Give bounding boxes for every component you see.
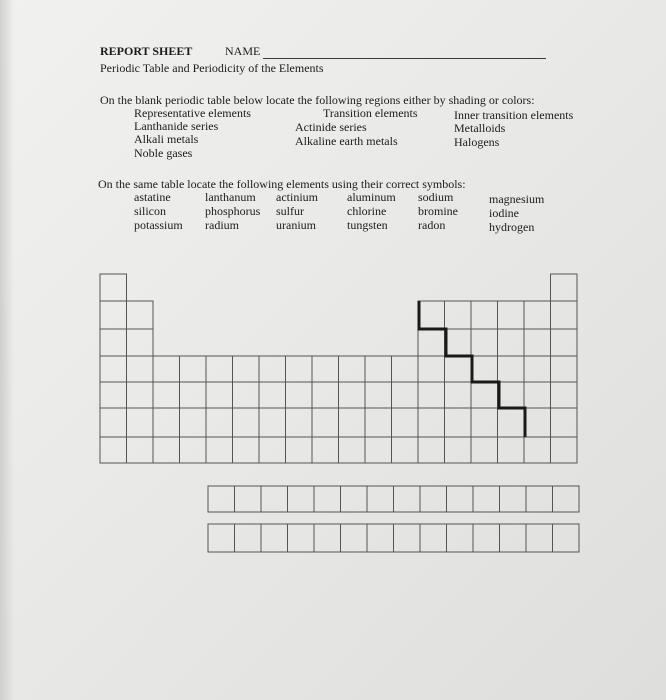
element-item: aluminum xyxy=(347,190,396,204)
element-cell[interactable] xyxy=(180,356,207,382)
element-cell[interactable] xyxy=(471,301,498,329)
inner-transition-cell[interactable] xyxy=(420,524,447,552)
element-cell[interactable] xyxy=(153,382,180,408)
element-cell[interactable] xyxy=(445,408,472,437)
element-cell[interactable] xyxy=(100,329,127,356)
element-cell[interactable] xyxy=(206,437,233,463)
region-item: Metalloids xyxy=(454,121,506,135)
element-cell[interactable] xyxy=(498,437,525,463)
element-cell[interactable] xyxy=(418,408,445,437)
element-item: lanthanum xyxy=(205,190,256,204)
element-cell[interactable] xyxy=(127,437,154,463)
element-cell[interactable] xyxy=(153,437,180,463)
element-cell[interactable] xyxy=(127,329,154,356)
region-item: Alkali metals xyxy=(134,132,199,146)
element-item: actinium xyxy=(276,190,318,204)
element-cell[interactable] xyxy=(339,382,366,408)
element-cell[interactable] xyxy=(392,382,419,408)
element-cell[interactable] xyxy=(551,329,578,356)
inner-transition-cell[interactable] xyxy=(235,486,262,512)
inner-transition-cell[interactable] xyxy=(261,486,288,512)
element-cell[interactable] xyxy=(392,437,419,463)
region-item: Transition elements xyxy=(323,106,418,120)
element-item: bromine xyxy=(418,204,458,218)
element-cell[interactable] xyxy=(127,382,154,408)
periodic-table-grid xyxy=(100,274,577,463)
element-cell[interactable] xyxy=(445,301,472,329)
element-cell[interactable] xyxy=(392,408,419,437)
element-cell[interactable] xyxy=(286,356,313,382)
inner-transition-cell[interactable] xyxy=(473,486,500,512)
inner-transition-cell[interactable] xyxy=(341,486,368,512)
element-cell[interactable] xyxy=(312,437,339,463)
element-cell[interactable] xyxy=(100,301,127,329)
element-cell[interactable] xyxy=(551,382,578,408)
inner-transition-cell[interactable] xyxy=(473,524,500,552)
element-cell[interactable] xyxy=(127,408,154,437)
inner-transition-cell[interactable] xyxy=(314,486,341,512)
element-cell[interactable] xyxy=(524,408,551,437)
element-cell[interactable] xyxy=(524,437,551,463)
inner-transition-cell[interactable] xyxy=(288,486,315,512)
element-cell[interactable] xyxy=(498,382,525,408)
inner-transition-cell[interactable] xyxy=(288,524,315,552)
element-cell[interactable] xyxy=(312,356,339,382)
element-cell[interactable] xyxy=(233,382,260,408)
element-cell[interactable] xyxy=(471,382,498,408)
element-cell[interactable] xyxy=(498,408,525,437)
element-cell[interactable] xyxy=(339,356,366,382)
element-cell[interactable] xyxy=(233,408,260,437)
element-cell[interactable] xyxy=(445,356,472,382)
inner-transition-cell[interactable] xyxy=(500,486,527,512)
element-cell[interactable] xyxy=(524,329,551,356)
element-cell[interactable] xyxy=(100,408,127,437)
element-item: silicon xyxy=(134,204,166,218)
element-cell[interactable] xyxy=(286,408,313,437)
element-cell[interactable] xyxy=(418,437,445,463)
element-cell[interactable] xyxy=(551,408,578,437)
element-item: radium xyxy=(205,218,239,232)
element-cell[interactable] xyxy=(418,301,445,329)
element-cell[interactable] xyxy=(153,408,180,437)
element-cell[interactable] xyxy=(445,382,472,408)
element-item: sodium xyxy=(418,190,454,204)
element-cell[interactable] xyxy=(365,408,392,437)
element-cell[interactable] xyxy=(524,356,551,382)
element-cell[interactable] xyxy=(286,437,313,463)
element-cell[interactable] xyxy=(418,329,445,356)
element-cell[interactable] xyxy=(180,382,207,408)
element-item: astatine xyxy=(134,190,171,204)
element-item: uranium xyxy=(276,218,316,232)
element-cell[interactable] xyxy=(498,301,525,329)
element-cell[interactable] xyxy=(551,356,578,382)
element-item: chlorine xyxy=(347,204,387,218)
element-cell[interactable] xyxy=(418,356,445,382)
element-item: tungsten xyxy=(347,218,388,232)
elements-instruction: On the same table locate the following elements using their correct symbols: xyxy=(98,177,466,191)
element-cell[interactable] xyxy=(471,437,498,463)
regions-instruction: On the blank periodic table below locate the following regions either by shading or colors: xyxy=(100,93,535,107)
inner-transition-cell[interactable] xyxy=(208,486,235,512)
element-cell[interactable] xyxy=(286,382,313,408)
inner-transition-cell[interactable] xyxy=(526,524,553,552)
inner-transition-cell[interactable] xyxy=(447,524,474,552)
element-cell[interactable] xyxy=(365,437,392,463)
worksheet-subtitle: Periodic Table and Periodicity of the Elements xyxy=(100,61,324,75)
element-item: iodine xyxy=(489,206,519,220)
element-cell[interactable] xyxy=(259,382,286,408)
element-item: sulfur xyxy=(276,204,304,218)
element-cell[interactable] xyxy=(471,408,498,437)
element-cell[interactable] xyxy=(206,382,233,408)
element-cell[interactable] xyxy=(551,437,578,463)
inner-transition-cell[interactable] xyxy=(341,524,368,552)
element-cell[interactable] xyxy=(312,382,339,408)
element-cell[interactable] xyxy=(471,356,498,382)
element-cell[interactable] xyxy=(233,437,260,463)
inner-transition-cell[interactable] xyxy=(394,524,421,552)
element-cell[interactable] xyxy=(180,408,207,437)
element-cell[interactable] xyxy=(339,437,366,463)
element-cell[interactable] xyxy=(498,356,525,382)
element-cell[interactable] xyxy=(445,329,472,356)
element-cell[interactable] xyxy=(127,301,154,329)
inner-transition-rows xyxy=(208,486,579,552)
element-cell[interactable] xyxy=(100,437,127,463)
metalloid-staircase-line xyxy=(419,301,525,437)
inner-transition-cell[interactable] xyxy=(526,486,553,512)
region-item: Alkaline earth metals xyxy=(295,134,398,148)
element-cell[interactable] xyxy=(471,329,498,356)
element-cell[interactable] xyxy=(127,356,154,382)
report-sheet-title: REPORT SHEET xyxy=(100,44,193,58)
inner-transition-cell[interactable] xyxy=(553,524,580,552)
element-cell[interactable] xyxy=(259,356,286,382)
element-cell[interactable] xyxy=(206,356,233,382)
element-cell[interactable] xyxy=(100,274,127,301)
element-cell[interactable] xyxy=(339,408,366,437)
element-cell[interactable] xyxy=(392,356,419,382)
element-cell[interactable] xyxy=(259,408,286,437)
element-cell[interactable] xyxy=(233,356,260,382)
region-item: Representative elements xyxy=(134,106,251,120)
element-item: hydrogen xyxy=(489,220,535,234)
element-cell[interactable] xyxy=(498,329,525,356)
inner-transition-cell[interactable] xyxy=(553,486,580,512)
element-cell[interactable] xyxy=(100,382,127,408)
inner-transition-cell[interactable] xyxy=(420,486,447,512)
inner-transition-cell[interactable] xyxy=(208,524,235,552)
name-label: NAME xyxy=(225,44,261,58)
inner-transition-cell[interactable] xyxy=(367,524,394,552)
inner-transition-cell[interactable] xyxy=(394,486,421,512)
element-cell[interactable] xyxy=(524,301,551,329)
region-item: Inner transition elements xyxy=(454,108,574,122)
element-item: phosphorus xyxy=(205,204,261,218)
inner-transition-cell[interactable] xyxy=(500,524,527,552)
element-cell[interactable] xyxy=(153,356,180,382)
element-cell[interactable] xyxy=(206,408,233,437)
inner-transition-cell[interactable] xyxy=(261,524,288,552)
element-cell[interactable] xyxy=(312,408,339,437)
element-cell[interactable] xyxy=(365,382,392,408)
element-cell[interactable] xyxy=(180,437,207,463)
inner-transition-cell[interactable] xyxy=(447,486,474,512)
element-cell[interactable] xyxy=(418,382,445,408)
inner-transition-cell[interactable] xyxy=(235,524,262,552)
element-cell[interactable] xyxy=(445,437,472,463)
region-item: Actinide series xyxy=(295,120,367,134)
element-cell[interactable] xyxy=(551,274,578,301)
region-item: Lanthanide series xyxy=(134,119,219,133)
region-item: Halogens xyxy=(454,135,500,149)
region-item: Noble gases xyxy=(134,146,193,160)
element-item: potassium xyxy=(134,218,183,232)
element-cell[interactable] xyxy=(365,356,392,382)
element-item: radon xyxy=(418,218,446,232)
inner-transition-cell[interactable] xyxy=(314,524,341,552)
element-cell[interactable] xyxy=(259,437,286,463)
element-cell[interactable] xyxy=(551,301,578,329)
element-cell[interactable] xyxy=(100,356,127,382)
element-item: magnesium xyxy=(489,192,545,206)
element-cell[interactable] xyxy=(524,382,551,408)
inner-transition-cell[interactable] xyxy=(367,486,394,512)
